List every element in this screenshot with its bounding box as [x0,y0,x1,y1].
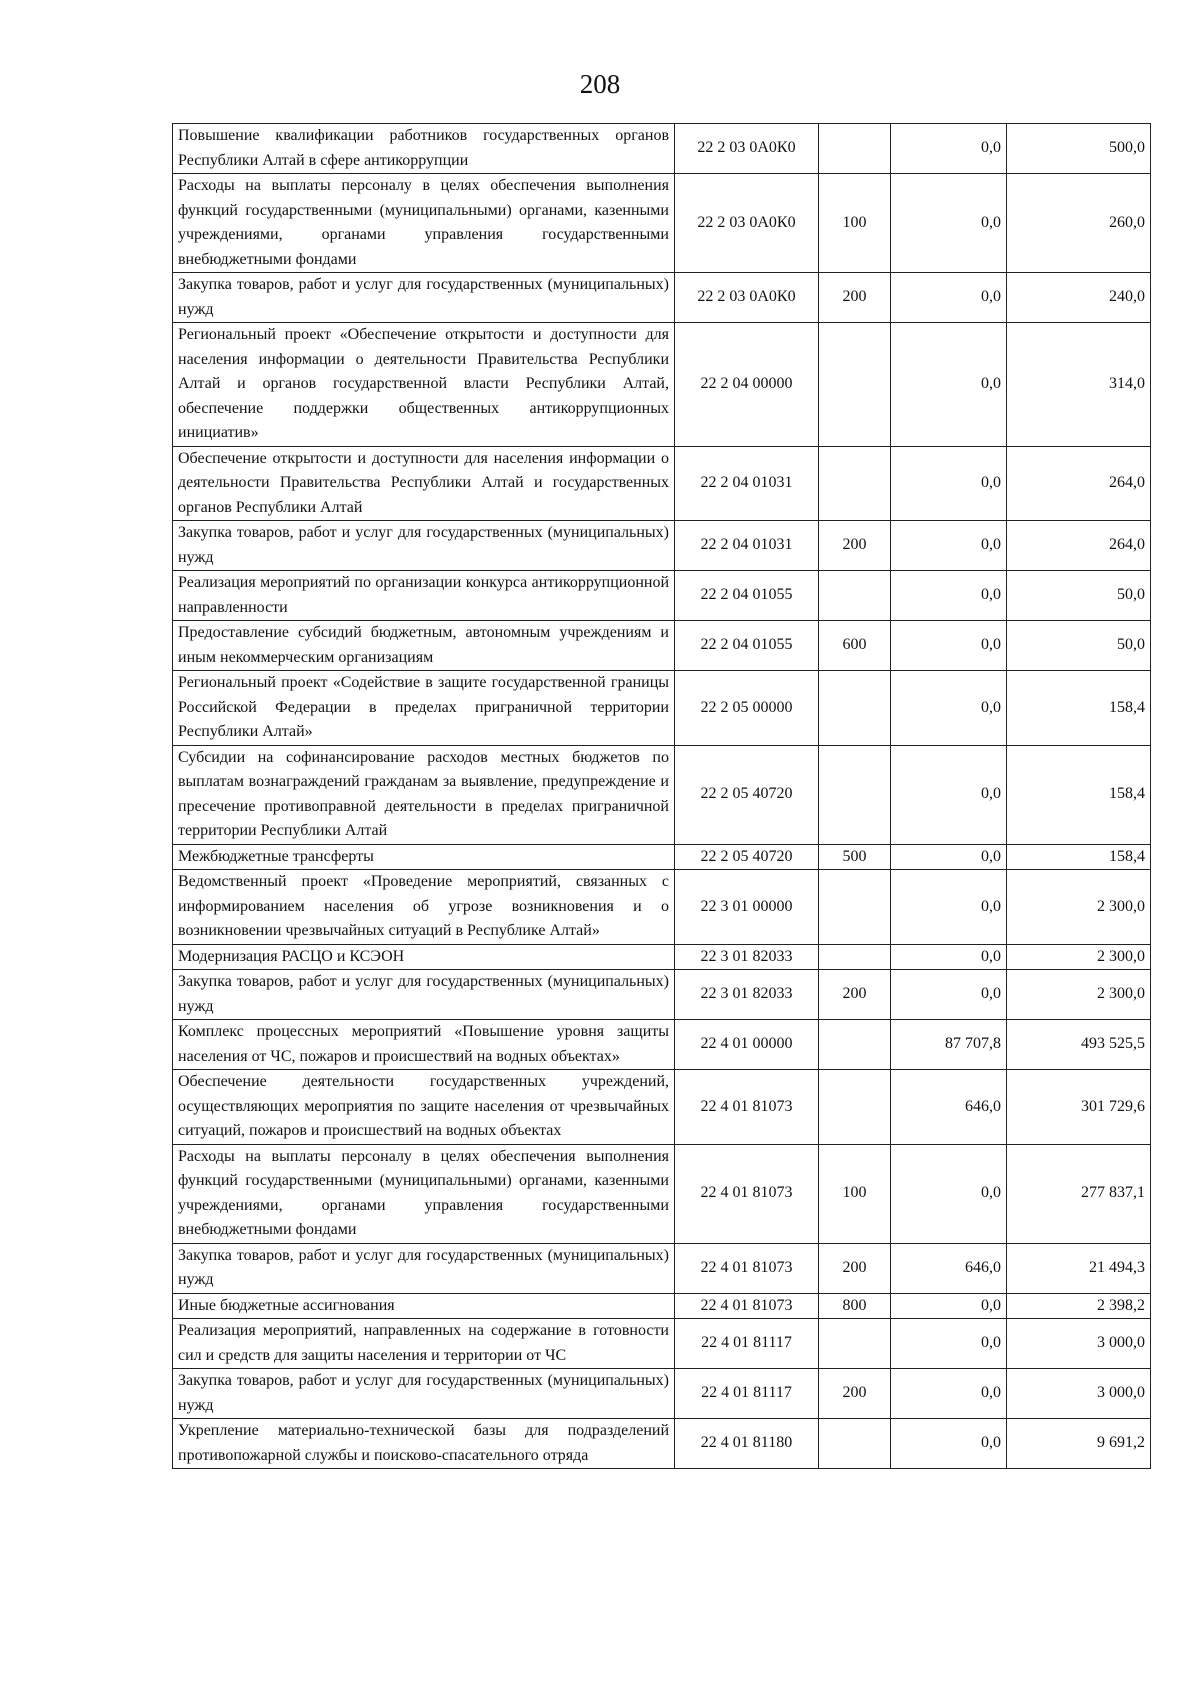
amount-year2-cell: 264,0 [1007,521,1151,571]
expense-type-cell [819,446,891,521]
expense-name-cell: Реализация мероприятий по организации конкурса антикоррупционной направленности [173,571,675,621]
page-number: 208 [579,69,621,99]
amount-year2-cell: 158,4 [1007,745,1151,844]
expense-type-cell: 200 [819,1369,891,1419]
amount-year2-cell: 277 837,1 [1007,1144,1151,1243]
amount-year2-cell: 264,0 [1007,446,1151,521]
expense-type-cell [819,671,891,746]
expense-type-cell: 200 [819,273,891,323]
expense-name-cell: Субсидии на софинансирование расходов местных бюджетов по выплатам вознаграждений гражданам за выявление, предупреждение и пресечение противоправной деятельности в пределах приграничной территории Республики Алтай [173,745,675,844]
expense-name-cell: Реализация мероприятий, направленных на содержание в готовности сил и средств для защиты населения и территории от ЧС [173,1319,675,1369]
table-row [173,1070,1151,1145]
amount-year1-cell: 646,0 [891,1070,1007,1145]
table-row [173,273,1151,323]
target-code-cell: 22 3 01 82033 [675,944,819,970]
target-code-cell: 22 2 04 01031 [675,521,819,571]
table-row [173,1144,1151,1243]
target-code-cell: 22 2 04 01055 [675,571,819,621]
amount-year2-cell: 260,0 [1007,174,1151,273]
amount-year2-cell: 493 525,5 [1007,1020,1151,1070]
target-code-cell: 22 3 01 00000 [675,870,819,945]
amount-year2-cell: 158,4 [1007,671,1151,746]
target-code-cell: 22 2 03 0А0К0 [675,174,819,273]
amount-year1-cell: 0,0 [891,621,1007,671]
expense-name-cell: Закупка товаров, работ и услуг для государственных (муниципальных) нужд [173,970,675,1020]
target-code-cell: 22 2 04 01031 [675,446,819,521]
target-code-cell: 22 2 04 00000 [675,323,819,447]
amount-year1-cell: 0,0 [891,1293,1007,1319]
expense-name-cell: Модернизация РАСЦО и КСЭОН [173,944,675,970]
amount-year1-cell: 0,0 [891,870,1007,945]
expense-type-cell [819,1020,891,1070]
expense-name-cell: Комплекс процессных мероприятий «Повышение уровня защиты населения от ЧС, пожаров и происшествий на водных объектах» [173,1020,675,1070]
expense-name-cell: Закупка товаров, работ и услуг для государственных (муниципальных) нужд [173,1369,675,1419]
expense-name-cell: Повышение квалификации работников государственных органов Республики Алтай в сфере антикоррупции [173,124,675,174]
amount-year1-cell: 0,0 [891,174,1007,273]
expense-type-cell [819,323,891,447]
amount-year2-cell: 158,4 [1007,844,1151,870]
table-row [173,323,1151,447]
expense-name-cell: Закупка товаров, работ и услуг для государственных (муниципальных) нужд [173,521,675,571]
target-code-cell: 22 4 01 81073 [675,1144,819,1243]
expense-type-cell [819,1419,891,1469]
amount-year1-cell: 0,0 [891,1144,1007,1243]
target-code-cell: 22 4 01 81117 [675,1369,819,1419]
table-row [173,1369,1151,1419]
amount-year1-cell: 0,0 [891,745,1007,844]
amount-year2-cell: 301 729,6 [1007,1070,1151,1145]
expense-type-cell: 800 [819,1293,891,1319]
amount-year2-cell: 2 300,0 [1007,970,1151,1020]
amount-year2-cell: 2 398,2 [1007,1293,1151,1319]
table-row [173,1293,1151,1319]
budget-table [172,123,1151,1469]
expense-name-cell: Расходы на выплаты персоналу в целях обеспечения выполнения функций государственными (муниципальными) органами, казенными учреждениями, органами управления государственными внебюджетными фондами [173,174,675,273]
expense-type-cell [819,870,891,945]
expense-name-cell: Региональный проект «Содействие в защите государственной границы Российской Федерации в пределах приграничной территории Республики Алтай» [173,671,675,746]
expense-type-cell: 200 [819,1243,891,1293]
target-code-cell: 22 2 03 0А0К0 [675,273,819,323]
expense-name-cell: Укрепление материально-технической базы для подразделений противопожарной службы и поисково-спасательного отряда [173,1419,675,1469]
amount-year1-cell: 0,0 [891,844,1007,870]
table-row [173,1243,1151,1293]
table-row [173,1319,1151,1369]
expense-name-cell: Предоставление субсидий бюджетным, автономным учреждениям и иным некоммерческим организациям [173,621,675,671]
amount-year2-cell: 500,0 [1007,124,1151,174]
expense-name-cell: Обеспечение деятельности государственных учреждений, осуществляющих мероприятия по защите населения от чрезвычайных ситуаций, пожаров и происшествий на водных объектах [173,1070,675,1145]
expense-name-cell: Закупка товаров, работ и услуг для государственных (муниципальных) нужд [173,273,675,323]
amount-year1-cell: 0,0 [891,571,1007,621]
table-row [173,671,1151,746]
table-row [173,944,1151,970]
expense-name-cell: Региональный проект «Обеспечение открытости и доступности для населения информации о деятельности Правительства Республики Алтай и органов государственной власти Республики Алтай, обеспечение поддержки общественных антикоррупционных инициатив» [173,323,675,447]
expense-type-cell: 600 [819,621,891,671]
table-row [173,571,1151,621]
target-code-cell: 22 2 03 0А0К0 [675,124,819,174]
expense-type-cell [819,944,891,970]
expense-type-cell [819,1070,891,1145]
amount-year2-cell: 21 494,3 [1007,1243,1151,1293]
expense-name-cell: Закупка товаров, работ и услуг для государственных (муниципальных) нужд [173,1243,675,1293]
amount-year2-cell: 2 300,0 [1007,870,1151,945]
amount-year2-cell: 50,0 [1007,571,1151,621]
amount-year2-cell: 3 000,0 [1007,1319,1151,1369]
table-row [173,521,1151,571]
amount-year1-cell: 0,0 [891,1319,1007,1369]
expense-type-cell [819,571,891,621]
amount-year1-cell: 0,0 [891,671,1007,746]
table-row [173,124,1151,174]
amount-year2-cell: 50,0 [1007,621,1151,671]
amount-year1-cell: 0,0 [891,1369,1007,1419]
table-row [173,446,1151,521]
amount-year1-cell: 0,0 [891,1419,1007,1469]
expense-type-cell: 200 [819,521,891,571]
target-code-cell: 22 2 04 01055 [675,621,819,671]
amount-year2-cell: 2 300,0 [1007,944,1151,970]
table-row [173,1419,1151,1469]
table-row [173,621,1151,671]
table-row [173,970,1151,1020]
amount-year1-cell: 646,0 [891,1243,1007,1293]
target-code-cell: 22 4 01 81117 [675,1319,819,1369]
table-row [173,870,1151,945]
target-code-cell: 22 4 01 81073 [675,1070,819,1145]
amount-year1-cell: 0,0 [891,124,1007,174]
expense-name-cell: Ведомственный проект «Проведение мероприятий, связанных с информированием населения об угрозе возникновения и о возникновении чрезвычайных ситуаций в Республике Алтай» [173,870,675,945]
expense-type-cell: 500 [819,844,891,870]
amount-year2-cell: 3 000,0 [1007,1369,1151,1419]
budget-table-body [173,124,1151,1469]
amount-year1-cell: 0,0 [891,446,1007,521]
table-row [173,1020,1151,1070]
expense-name-cell: Расходы на выплаты персоналу в целях обеспечения выполнения функций государственными (муниципальными) органами, казенными учреждениями, органами управления государственными внебюджетными фондами [173,1144,675,1243]
expense-type-cell [819,745,891,844]
amount-year1-cell: 0,0 [891,323,1007,447]
table-row [173,844,1151,870]
expense-name-cell: Межбюджетные трансферты [173,844,675,870]
amount-year2-cell: 240,0 [1007,273,1151,323]
table-row [173,174,1151,273]
target-code-cell: 22 4 01 81073 [675,1293,819,1319]
target-code-cell: 22 4 01 00000 [675,1020,819,1070]
target-code-cell: 22 3 01 82033 [675,970,819,1020]
target-code-cell: 22 4 01 81180 [675,1419,819,1469]
amount-year2-cell: 314,0 [1007,323,1151,447]
target-code-cell: 22 4 01 81073 [675,1243,819,1293]
amount-year1-cell: 0,0 [891,944,1007,970]
target-code-cell: 22 2 05 00000 [675,671,819,746]
expense-name-cell: Обеспечение открытости и доступности для населения информации о деятельности Правительства Республики Алтай и государственных органов Республики Алтай [173,446,675,521]
amount-year2-cell: 9 691,2 [1007,1419,1151,1469]
target-code-cell: 22 2 05 40720 [675,844,819,870]
amount-year1-cell: 87 707,8 [891,1020,1007,1070]
amount-year1-cell: 0,0 [891,273,1007,323]
amount-year1-cell: 0,0 [891,521,1007,571]
expense-type-cell: 200 [819,970,891,1020]
expense-type-cell: 100 [819,1144,891,1243]
expense-type-cell: 100 [819,174,891,273]
expense-type-cell [819,124,891,174]
target-code-cell: 22 2 05 40720 [675,745,819,844]
table-row [173,745,1151,844]
expense-name-cell: Иные бюджетные ассигнования [173,1293,675,1319]
expense-type-cell [819,1319,891,1369]
amount-year1-cell: 0,0 [891,970,1007,1020]
